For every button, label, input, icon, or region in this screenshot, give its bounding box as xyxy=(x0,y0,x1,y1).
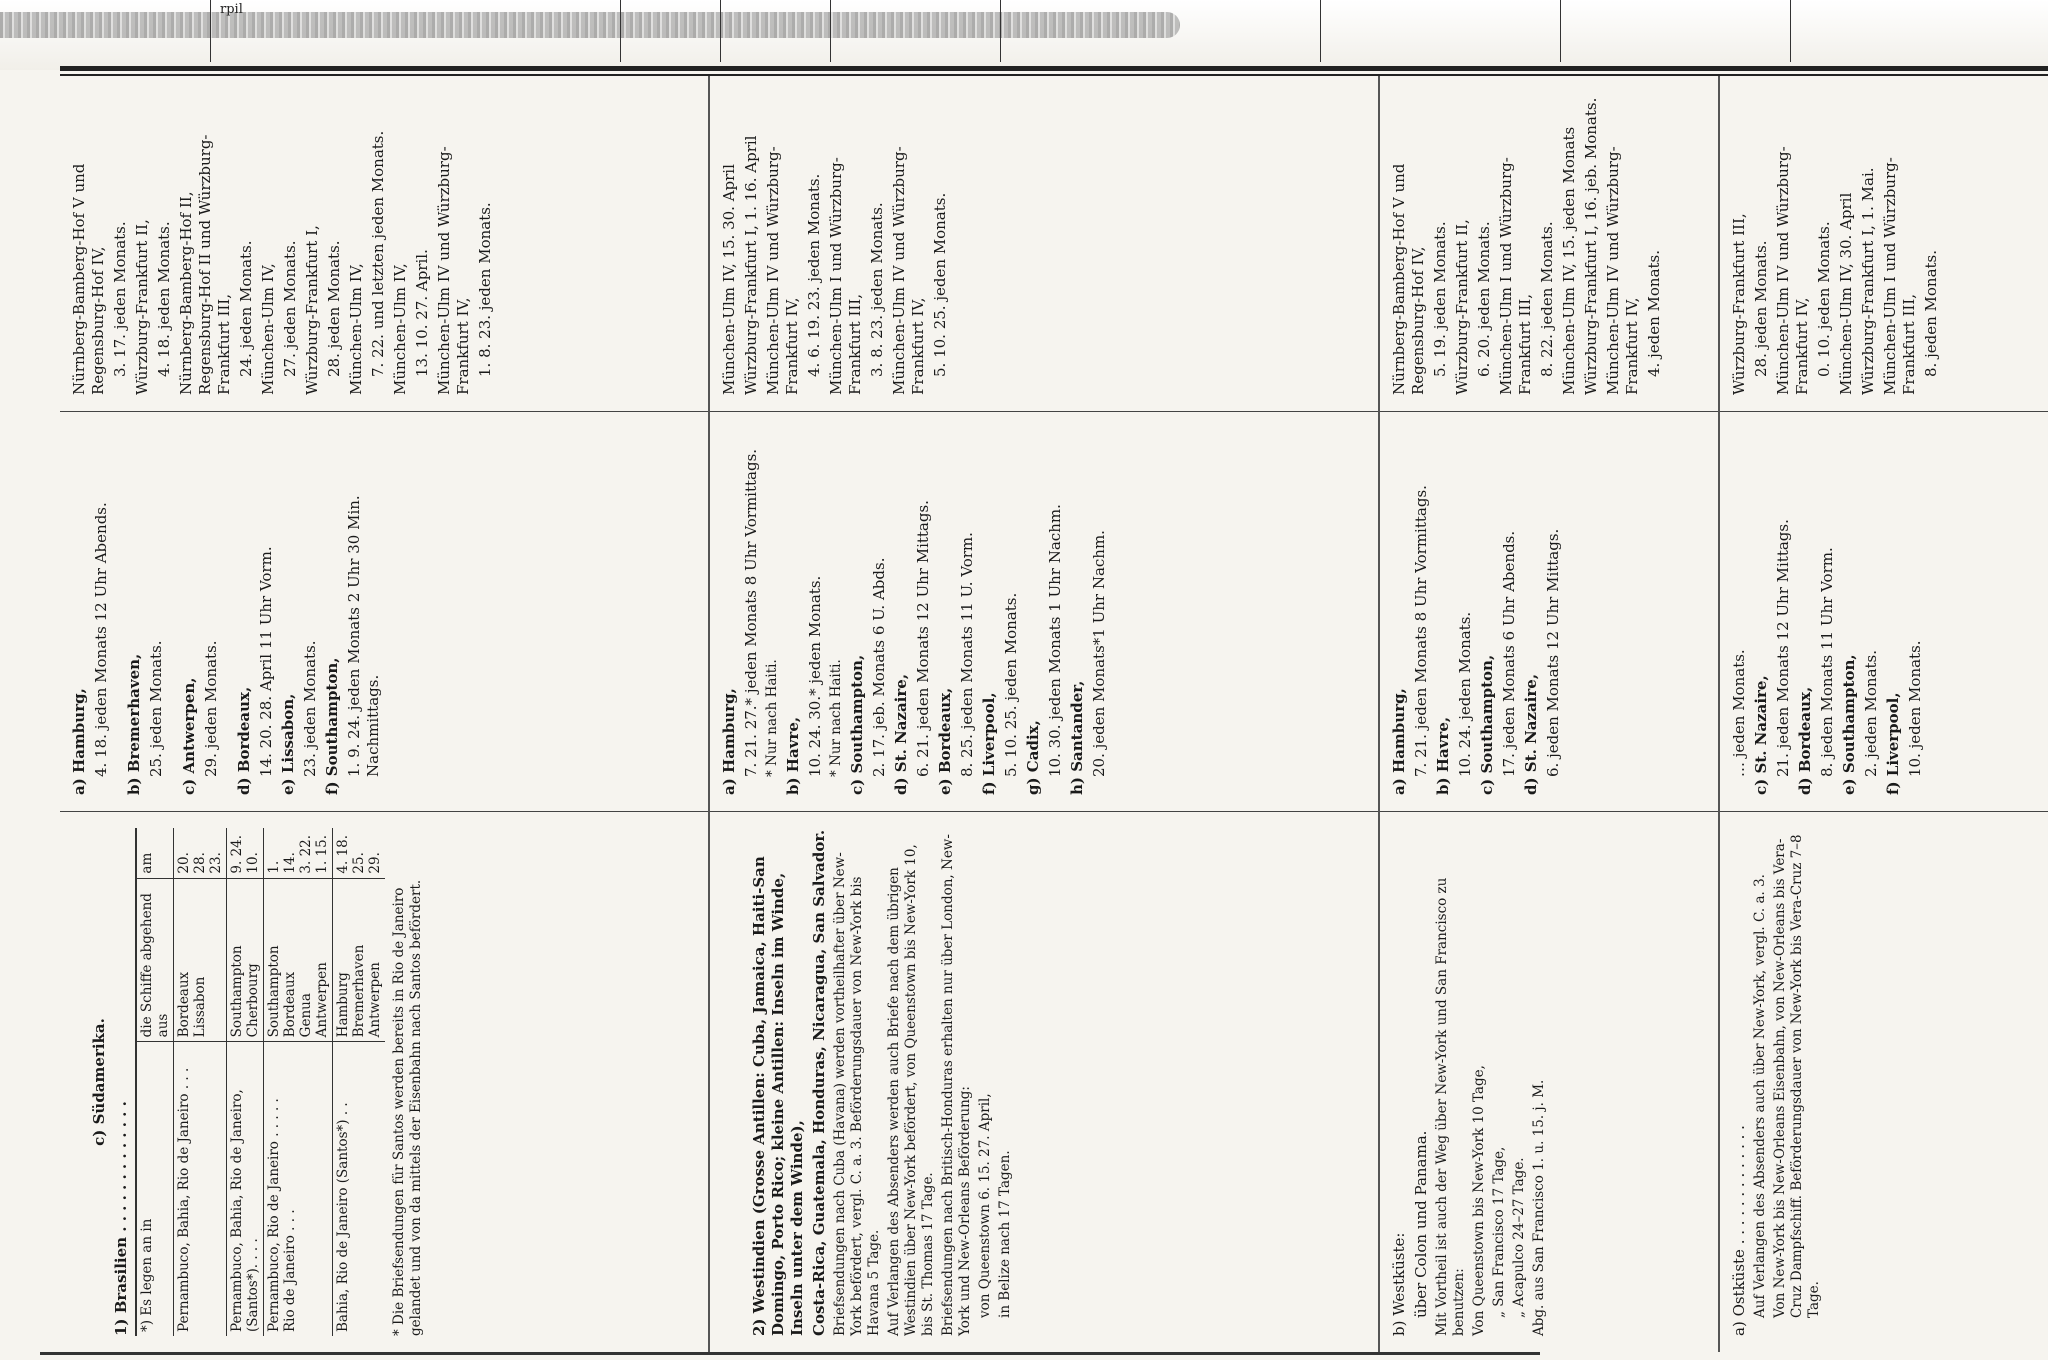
schedule-text: 28. jeden Monats. xyxy=(1752,240,1770,377)
table-row xyxy=(227,828,264,1336)
port-name: c) Southampton, xyxy=(1478,654,1496,795)
route-text: Nürnberg-Bamberg-Hof II, Regensburg-Hof II und Würzburg-Frankfurt III, xyxy=(177,134,233,395)
port-name: c) Antwerpen, xyxy=(180,677,198,795)
schedule-text: 23. jeden Monats. xyxy=(301,640,319,777)
port-name: e) Bordeaux, xyxy=(936,687,954,795)
schedule-text: 6. 20. jeden Monats. xyxy=(1475,221,1493,377)
port-name: d) St. Nazaire, xyxy=(1522,673,1540,795)
port-name: h) Santander, xyxy=(1068,680,1086,795)
sea-port-cell xyxy=(710,412,1378,812)
schedule-text: 6. 21. jeden Monats 12 Uhr Mittags. xyxy=(914,500,932,777)
note-text: über Colon und Panama. xyxy=(1412,1130,1430,1318)
rail-route-cell xyxy=(1720,76,2048,412)
table-cell: Southampton Bordeaux Genua Antwerpen xyxy=(264,878,333,1042)
schedule-text: 10. 30. jeden Monats 1 Uhr Nachm. xyxy=(1046,504,1064,777)
schedule-text: 27. jeden Monats. xyxy=(281,240,299,377)
port-name: b) Havre, xyxy=(1434,716,1452,795)
schedule-text: 8. jeden Monats 11 Uhr Vorm. xyxy=(1818,547,1836,777)
schedule-text: 14. 20. 28. April 11 Uhr Vorm. xyxy=(257,546,275,777)
route-text: München-Ulm I und Würzburg-Frankfurt III, xyxy=(1881,157,1918,395)
destination-cell xyxy=(1720,812,2048,1352)
port-name: b) Bremerhaven, xyxy=(125,653,143,795)
table-cell: 4. 18. 25. 29. xyxy=(333,828,386,878)
schedule-text: 20. jeden Monats*1 Uhr Nachm. xyxy=(1090,530,1108,777)
section-heading: 1) Brasilien . . . . . . . . . . . . . xyxy=(112,1101,130,1336)
header-divider xyxy=(830,0,831,62)
section-heading: b) Westküste: xyxy=(1390,1232,1408,1336)
note-text: „ San Francisco 17 Tage, xyxy=(1491,1146,1507,1318)
route-text: Würzburg-Frankfurt II, xyxy=(1453,219,1471,395)
table-row xyxy=(1720,76,2048,1352)
route-text: Nürnberg-Bamberg-Hof V und Regensburg-Hof IV, xyxy=(70,163,107,395)
port-name: b) Havre, xyxy=(784,716,802,795)
route-text: München-Ulm IV, 15. 30. April xyxy=(720,164,738,395)
route-text: Nürnberg-Bamberg-Hof V und Regensburg-Hof IV, xyxy=(1390,163,1427,395)
note-text: Von Queenstown bis New-York 10 Tage, xyxy=(1471,1065,1487,1336)
table-row xyxy=(60,76,708,1352)
table-header: die Schiffe abgehend aus xyxy=(136,878,174,1042)
route-text: München-Ulm IV, xyxy=(391,263,409,395)
port-name: f) Liverpool, xyxy=(980,692,998,795)
schedule-text: 4. 18. jeden Monats 12 Uhr Abends. xyxy=(92,502,110,777)
table-cell: Pernambuco, Bahia, Rio de Janeiro . . . xyxy=(174,1042,227,1336)
header-rule xyxy=(60,66,2048,71)
table-row xyxy=(333,828,386,1336)
route-text: München-Ulm IV und Würzburg-Frankfurt IV, xyxy=(1774,146,1811,395)
table-row xyxy=(710,76,1378,1352)
route-text: München-Ulm IV, xyxy=(259,263,277,395)
footnote-text: * Die Briefsendungen für Santos werden bereits in Rio de Janeiro gelandet und von da mittels der Eisenbahn nach Santos befördert. xyxy=(391,879,424,1336)
schedule-text: 5. 19. jeden Monats. xyxy=(1431,221,1449,377)
schedule-text: 5. 10. 25. jeden Monats. xyxy=(1002,592,1020,777)
schedule-text: 7. 22. und letzten jeden Monats. xyxy=(369,130,387,377)
header-divider xyxy=(210,0,211,62)
schedule-text: 3. 17. jeden Monats. xyxy=(111,221,129,377)
table-cell: 1. 14. 3. 22. 1. 15. xyxy=(264,828,333,878)
destination-cell xyxy=(710,812,1378,1352)
table-header: *) Es legen an in xyxy=(136,1042,174,1336)
header-divider xyxy=(1000,0,1001,62)
port-name: g) Cadix, xyxy=(1024,720,1042,795)
footnote-text: * Nur nach Haiti. xyxy=(828,659,844,777)
header-divider xyxy=(1320,0,1321,62)
schedule-text: 2. jeden Monats. xyxy=(1862,649,1880,777)
sea-port-cell xyxy=(1380,412,1718,812)
rail-route-cell xyxy=(1380,76,1718,412)
table-cell: Bahia, Rio de Janeiro (Santos*) . . xyxy=(333,1042,386,1336)
brazil-port-table xyxy=(135,828,385,1336)
section-heading: 2) Westindien (Grosse Antillen: Cuba, Jamaica, Haiti-San Domingo, Porto Rico; kleine Antillen: Inseln im Winde, Inseln unter dem Winde), xyxy=(750,856,806,1336)
schedule-text: 13. 10. 27. April. xyxy=(413,249,431,377)
table-cell: Pernambuco, Rio de Janeiro . . . . . Rio de Janeiro . . . xyxy=(264,1042,333,1336)
note-text: Briefsendungen nach Britisch-Honduras erhalten nur über London, New-York und New-Orleans Beförderung: xyxy=(940,834,973,1336)
route-text: Würzburg-Frankfurt I, 1. Mai. xyxy=(1859,167,1877,395)
schedule-text: 7. 21. jeden Monats 8 Uhr Vormittags. xyxy=(1412,485,1430,777)
rail-route-cell xyxy=(710,76,1378,412)
schedule-text: 5. 10. 25. jeden Monats. xyxy=(931,192,949,377)
route-text: München-Ulm IV und Würzburg-Frankfurt IV, xyxy=(764,146,801,395)
table-row xyxy=(174,828,227,1336)
route-text: Würzburg-Frankfurt II, xyxy=(133,219,151,395)
schedule-text: 29. jeden Monats. xyxy=(202,640,220,777)
schedule-text: 4. 18. jeden Monats. xyxy=(155,221,173,377)
header-divider xyxy=(620,0,621,62)
table-row xyxy=(264,828,333,1336)
schedule-text: 8. 25. jeden Monats 11 U. Vorm. xyxy=(958,532,976,777)
table-header-row xyxy=(136,828,174,1336)
section-heading: Costa-Rica, Guatemala, Honduras, Nicaragua, San Salvador. xyxy=(810,829,828,1336)
schedule-text: 1. 9. 24. jeden Monats 2 Uhr 30 Min. Nachmittags. xyxy=(345,495,382,777)
section-heading: a) Ostküste . . . . . . . . . . . . . xyxy=(1730,1125,1748,1336)
route-text: Würzburg-Frankfurt I, 16. jeb. Monats. xyxy=(1582,97,1600,395)
schedule-text: 2. 17. jeb. Monats 6 U. Abds. xyxy=(870,557,888,777)
note-text: Auf Verlangen des Absenders auch über New-York, vergl. C. a. 3. xyxy=(1752,874,1768,1318)
table-cell: Southampton Cherbourg xyxy=(227,878,264,1042)
schedule-text: 28. jeden Monats. xyxy=(325,240,343,377)
route-text: München-Ulm IV, xyxy=(347,263,365,395)
route-text: Würzburg-Frankfurt I, 1. 16. April xyxy=(742,135,760,395)
schedule-text: 1. 8. 23. jeden Monats. xyxy=(476,202,494,377)
header-tab-label: rpil xyxy=(220,2,243,17)
table-cell: 9. 24. 10. xyxy=(227,828,264,878)
port-name: c) St. Nazaire, xyxy=(1752,675,1770,795)
route-text: München-Ulm IV und Würzburg-Frankfurt IV, xyxy=(1604,146,1641,395)
row-divider xyxy=(1378,76,1380,1352)
table-cell: Bordeaux Lissabon xyxy=(174,878,227,1042)
port-name: a) Hamburg, xyxy=(720,688,738,795)
route-text: München-Ulm IV und Würzburg-Frankfurt IV, xyxy=(435,146,472,395)
port-name: f) Southampton, xyxy=(323,657,341,795)
schedule-text: 17. jeden Monats 6 Uhr Abends. xyxy=(1500,530,1518,777)
route-text: München-Ulm I und Würzburg-Frankfurt III, xyxy=(827,157,864,395)
note-text: Von New-York bis New-Orleans Eisenbahn, von New-Orleans bis Vera-Cruz Dampfschiff. Beförderungsdauer von New-York bis Vera-Cruz 7–8 Tage. xyxy=(1772,834,1822,1318)
port-name: d) Bordeaux, xyxy=(235,686,253,795)
route-text: München-Ulm IV und Würzburg-Frankfurt IV, xyxy=(890,146,927,395)
note-text: Mit Vortheil ist auch der Weg über New-York und San Francisco zu benutzen: xyxy=(1434,877,1467,1336)
port-name: a) Hamburg, xyxy=(70,688,88,795)
schedule-text: 24. jeden Monats. xyxy=(237,240,255,377)
port-name: e) Southampton, xyxy=(1840,654,1858,795)
footer-rule xyxy=(40,1352,1540,1355)
port-name: e) Lissabon, xyxy=(279,693,297,795)
note-text: „ Acapulco 24–27 Tage. xyxy=(1511,1157,1527,1318)
schedule-text: 4. 6. 19. 23. jeden Monats. xyxy=(805,173,823,377)
schedule-text: 7. 21. 27.* jeden Monats 8 Uhr Vormittags. xyxy=(742,448,760,777)
destination-cell xyxy=(60,812,708,1352)
rail-route-cell xyxy=(60,76,708,412)
table-cell: Pernambuco, Bahia, Rio de Janeiro, (Santos*). . . . xyxy=(227,1042,264,1336)
header-divider xyxy=(720,0,721,62)
table-cell: Hamburg Bremerhaven Antwerpen xyxy=(333,878,386,1042)
schedule-text: … jeden Monats. xyxy=(1730,649,1748,777)
sea-port-cell xyxy=(1720,412,2048,812)
page-header-strip xyxy=(0,0,2048,70)
table-row xyxy=(1380,76,1718,1352)
note-text: Auf Verlangen des Absenders werden auch Briefe nach dem übrigen Westindien über New-York befördert, von Queenstown bis New-York 10, bis St. Thomas 17 Tage. xyxy=(886,844,936,1336)
port-name: d) Bordeaux, xyxy=(1796,686,1814,795)
table-header: am xyxy=(136,828,174,878)
sea-port-cell xyxy=(60,412,708,812)
schedule-text: 3. 8. 23. jeden Monats. xyxy=(868,202,886,377)
table-cell: 20. 28. 23. xyxy=(174,828,227,878)
schedule-text: 4. jeden Monats. xyxy=(1645,249,1663,377)
port-name: a) Hamburg, xyxy=(1390,688,1408,795)
rotated-mail-table xyxy=(60,76,2048,1352)
schedule-text: 6. jeden Monats 12 Uhr Mittags. xyxy=(1544,528,1562,777)
route-text: München-Ulm IV, 15. jeden Monats xyxy=(1560,126,1578,395)
row-divider xyxy=(1718,76,1720,1352)
route-text: Würzburg-Frankfurt III, xyxy=(1730,213,1748,395)
schedule-text: 8. 22. jeden Monats. xyxy=(1538,221,1556,377)
scan-smear xyxy=(0,12,1180,38)
note-text: von Queenstown 6. 15. 27. April, xyxy=(977,1093,993,1318)
row-divider xyxy=(708,76,710,1352)
schedule-text: 8. jeden Monats. xyxy=(1922,249,1940,377)
schedule-text: 0. 10. jeden Monats. xyxy=(1815,221,1833,377)
note-text: Abg. aus San Francisco 1. u. 15. j. M. xyxy=(1531,1079,1547,1336)
schedule-text: 10. 24. 30.* jeden Monats. xyxy=(806,575,824,777)
route-text: München-Ulm I und Würzburg-Frankfurt III, xyxy=(1497,157,1534,395)
schedule-text: 21. jeden Monats 12 Uhr Mittags. xyxy=(1774,519,1792,777)
header-divider xyxy=(1790,0,1791,62)
section-heading: c) Südamerika. xyxy=(90,1018,108,1146)
port-name: d) St. Nazaire, xyxy=(892,673,910,795)
route-text: München-Ulm IV, 30. April xyxy=(1837,192,1855,395)
route-text: Würzburg-Frankfurt I, xyxy=(303,225,321,395)
destination-cell xyxy=(1380,812,1718,1352)
port-name: f) Liverpool, xyxy=(1884,692,1902,795)
note-text: in Belize nach 17 Tagen. xyxy=(997,1150,1013,1318)
note-text: Briefsendungen nach Cuba (Havana) werden vortheilhafter über New-York befördert, vergl. C. a. 3. Beförderungsdauer von New-York bis Havana 5 Tage. xyxy=(832,852,882,1336)
schedule-text: 10. jeden Monats. xyxy=(1906,640,1924,777)
footnote-text: * Nur nach Haiti. xyxy=(764,659,780,777)
schedule-text: 10. 24. jeden Monats. xyxy=(1456,611,1474,777)
header-divider xyxy=(1560,0,1561,62)
port-name: c) Southampton, xyxy=(848,654,866,795)
schedule-text: 25. jeden Monats. xyxy=(147,640,165,777)
